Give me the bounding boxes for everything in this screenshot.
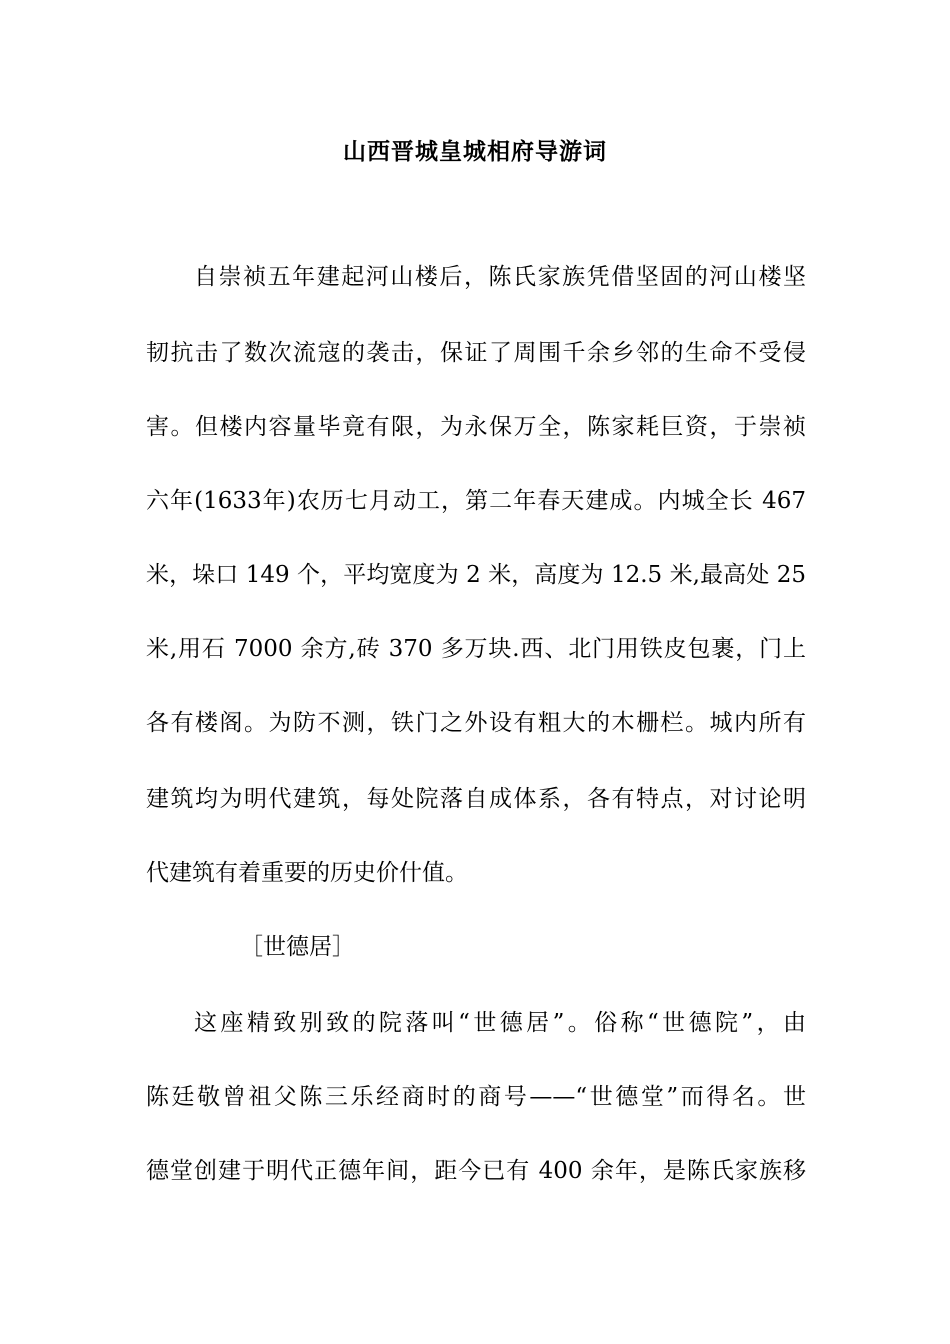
paragraph-line: 代建筑有着重要的历史价什值。 [146,860,468,886]
paragraph-line: 陈廷敬曾祖父陈三乐经商时的商号——“世德堂”而得名。世 [146,1084,806,1110]
paragraph-line: 六年(1633年)农历七月动工，第二年春天建成。内城全长 467 [146,488,806,514]
document-title: 山西晋城皇城相府导游词 [343,138,607,165]
paragraph-line: 米，垛口 149 个，平均宽度为 2 米，高度为 12.5 米,最高处 25 [146,562,806,588]
paragraph-line: 韧抗击了数次流寇的袭击，保证了周围千余乡邻的生命不受侵 [146,340,806,366]
paragraph-line: 害。但楼内容量毕竟有限，为永保万全，陈家耗巨资，于崇祯 [146,414,806,440]
paragraph-line: 建筑均为明代建筑，每处院落自成体系，各有特点，对讨论明 [146,786,806,812]
section-heading: ［世德居］ [240,934,355,960]
paragraph-line: 自崇祯五年建起河山楼后，陈氏家族凭借坚固的河山楼坚 [194,264,806,290]
paragraph-line: 米,用石 7000 余方,砖 370 多万块.西、北门用铁皮包裹，门上 [146,636,806,662]
paragraph-line: 德堂创建于明代正德年间，距今已有 400 余年，是陈氏家族移 [146,1158,806,1184]
paragraph-line: 这座精致别致的院落叫“世德居”。俗称“世德院”，由 [194,1010,806,1036]
paragraph-line: 各有楼阁。为防不测，铁门之外设有粗大的木栅栏。城内所有 [146,710,806,736]
